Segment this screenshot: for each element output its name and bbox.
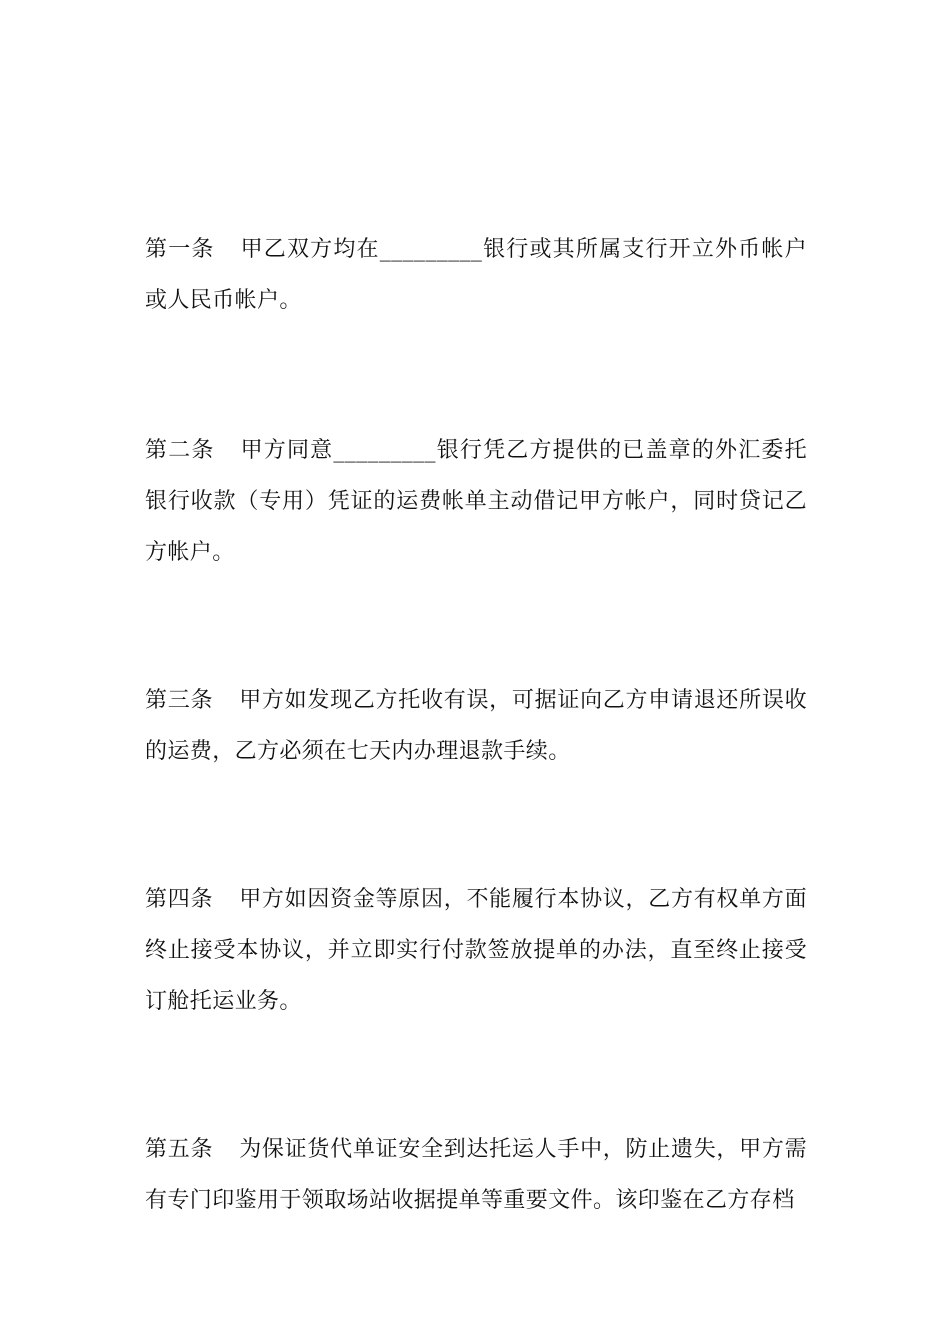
article-4 bbox=[145, 874, 807, 1027]
article-1 bbox=[145, 224, 807, 326]
article-3-label: 第三条 bbox=[145, 688, 214, 713]
article-5 bbox=[145, 1124, 807, 1226]
article-5-text: 为保证货代单证安全到达托运人手中，防止遗失，甲方需有专门印鉴用于领取场站收据提单等重要文件。该印鉴在乙方存档 bbox=[145, 1137, 807, 1213]
article-3-text: 甲方如发现乙方托收有误，可据证向乙方申请退还所误收的运费，乙方必须在七天内办理退款手续。 bbox=[145, 688, 807, 764]
article-2 bbox=[145, 425, 807, 578]
article-2-text: 甲方同意_________银行凭乙方提供的已盖章的外汇委托银行收款（专用）凭证的运费帐单主动借记甲方帐户，同时贷记乙方帐户。 bbox=[145, 438, 807, 565]
article-2-label: 第二条 bbox=[145, 438, 215, 463]
article-1-label: 第一条 bbox=[145, 237, 215, 262]
article-4-label: 第四条 bbox=[145, 887, 214, 912]
article-3 bbox=[145, 675, 807, 777]
article-5-label: 第五条 bbox=[145, 1137, 214, 1162]
article-1-text: 甲乙双方均在_________银行或其所属支行开立外币帐户或人民币帐户。 bbox=[145, 237, 807, 313]
article-4-text: 甲方如因资金等原因，不能履行本协议，乙方有权单方面终止接受本协议，并立即实行付款签放提单的办法，直至终止接受订舱托运业务。 bbox=[145, 887, 807, 1014]
